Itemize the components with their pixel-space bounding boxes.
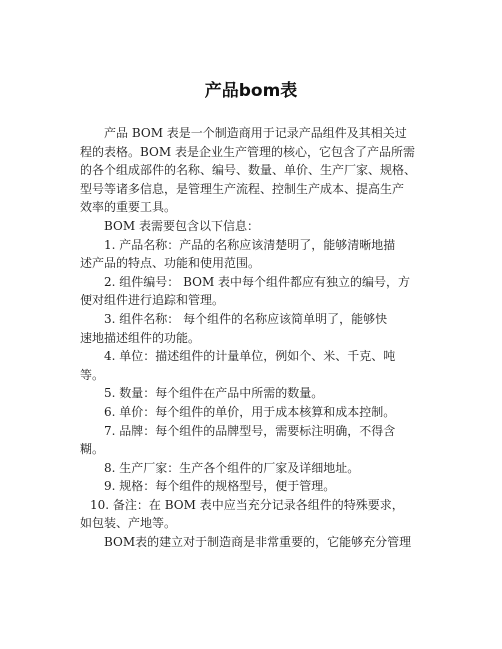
paragraph-line: 程的表格。BOM 表是企业生产管理的核心，它包含了产品所需 xyxy=(80,144,415,159)
paragraph-line: BOM表的建立对于制造商是非常重要的，它能够充分管理 xyxy=(104,535,412,550)
list-item-line: 10. 备注：在 BOM 表中应当充分记录各组件的特殊要求， xyxy=(90,497,404,512)
paragraph-line: 型号等诸多信息，是管理生产流程、控制生产成本、提高生产 xyxy=(80,181,405,196)
list-item-line: 1. 产品名称：产品的名称应该清楚明了，能够清晰地描 xyxy=(104,237,396,252)
paragraph-line: 产品 BOM 表是一个制造商用于记录产品组件及其相关过 xyxy=(104,126,407,140)
list-item-line: 4. 单位：描述组件的计量单位，例如个、米、千克、吨 xyxy=(104,349,396,364)
paragraph-line: BOM 表需要包含以下信息： xyxy=(104,218,259,233)
paragraph-line: 的各个组成部件的名称、编号、数量、单价、生产厂家、规格、 xyxy=(80,163,417,178)
list-item-line: 6. 单价：每个组件的单价，用于成本核算和成本控制。 xyxy=(104,404,396,419)
list-item-line: 7. 品牌：每个组件的品牌型号，需要标注明确，不得含 xyxy=(104,423,396,438)
list-item-line: 9. 规格：每个组件的规格型号，便于管理。 xyxy=(104,479,336,494)
paragraph-line: 效率的重要工具。 xyxy=(80,200,177,215)
list-item-line: 如包装、产地等。 xyxy=(80,516,177,531)
document-title: 产品bom表 xyxy=(204,81,298,101)
list-item-line: 2. 组件编号： BOM 表中每个组件都应有独立的编号，方 xyxy=(104,274,411,289)
list-item-line: 5. 数量：每个组件在产品中所需的数量。 xyxy=(104,386,324,401)
list-item-line: 3. 组件名称： 每个组件的名称应该简单明了，能够快 xyxy=(104,311,388,326)
list-item-line: 8. 生产厂家：生产各个组件的厂家及详细地址。 xyxy=(104,460,360,475)
document-body xyxy=(80,124,430,552)
list-item-line: 速地描述组件的功能。 xyxy=(80,330,201,345)
list-item-line: 便对组件进行追踪和管理。 xyxy=(80,293,225,308)
list-item-line: 糊。 xyxy=(80,442,105,457)
list-item-line: 述产品的特点、功能和使用范围。 xyxy=(80,256,261,271)
list-item-line: 等。 xyxy=(80,367,105,382)
